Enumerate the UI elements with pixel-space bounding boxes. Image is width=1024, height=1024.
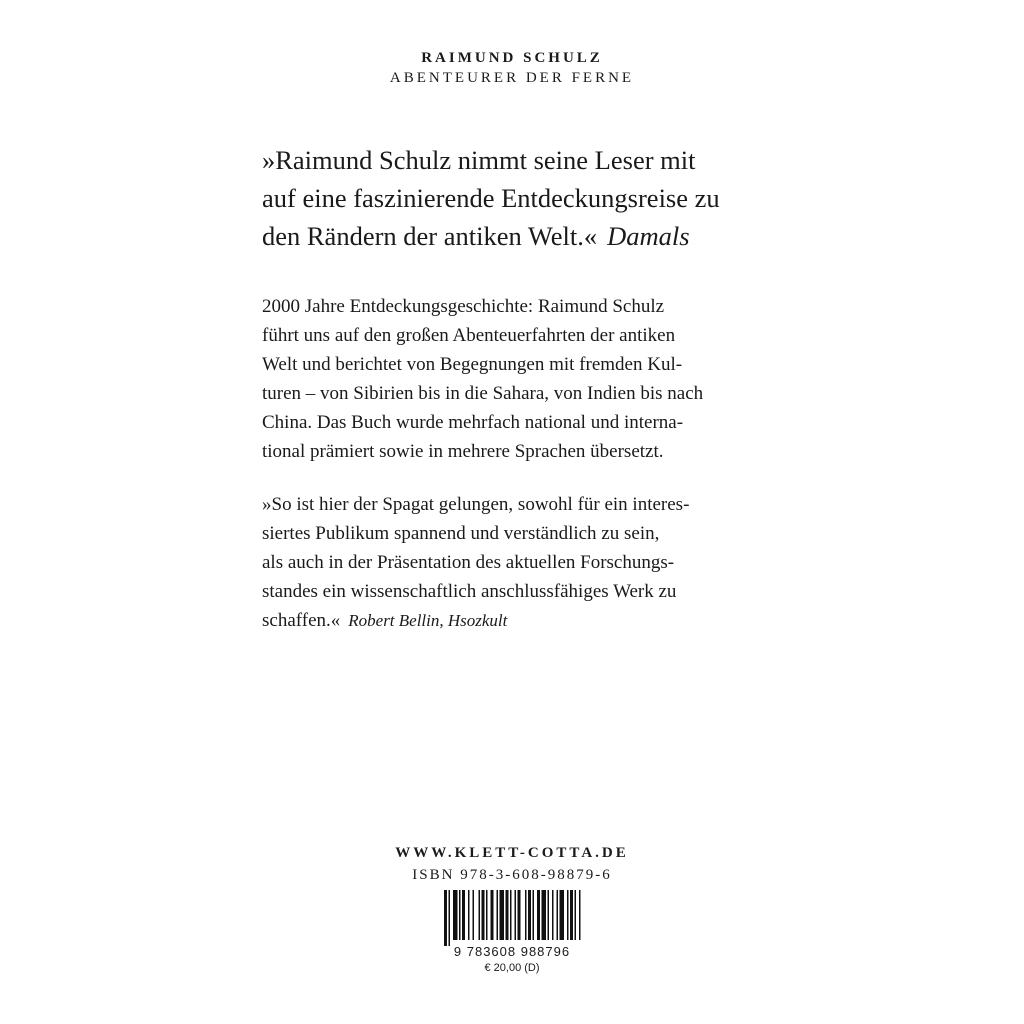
barcode-bar xyxy=(525,890,527,940)
review-line: standes ein wissenschaftlich anschlussfähiges Werk zu xyxy=(262,581,677,602)
review-line: als auch in der Präsentation des aktuellen Forschungs- xyxy=(262,552,675,573)
barcode-bar xyxy=(557,890,559,940)
blurb-line: China. Das Buch wurde mehrfach national und interna- xyxy=(262,412,684,433)
barcode-bar xyxy=(491,890,494,940)
author-name: RAIMUND SCHULZ xyxy=(421,50,603,66)
book-blurb xyxy=(262,292,782,466)
isbn-number: ISBN 978-3-608-98879-6 xyxy=(412,867,612,883)
barcode-bar xyxy=(567,890,569,940)
review-source: Robert Bellin, Hsozkult xyxy=(348,611,508,630)
barcode-bar xyxy=(533,890,535,940)
review-line: schaffen.« xyxy=(262,610,341,631)
barcode-bar xyxy=(537,890,540,940)
blurb-line: turen – von Sibirien bis in die Sahara, von Indien bis nach xyxy=(262,383,704,404)
barcode-bar xyxy=(479,890,481,940)
review-line: siertes Publikum spannend und verständlich zu sein, xyxy=(262,523,660,544)
barcode-bar xyxy=(497,890,499,940)
blurb-line: 2000 Jahre Entdeckungsgeschichte: Raimund Schulz xyxy=(262,296,665,317)
barcode-bar xyxy=(528,890,531,940)
barcode-bar xyxy=(542,890,547,940)
review-quote xyxy=(262,490,782,635)
lead-quote-line: auf eine faszinierende Entdeckungsreise zu xyxy=(262,183,720,213)
barcode-digits: 9 783608 988796 xyxy=(453,944,571,959)
barcode-bar xyxy=(462,890,465,940)
barcode-bar xyxy=(468,890,470,940)
barcode-bar xyxy=(560,890,565,940)
lead-quote xyxy=(262,141,782,255)
barcode-bars xyxy=(434,888,590,946)
barcode-bar xyxy=(482,890,485,940)
cover-footer xyxy=(0,842,1024,886)
barcode-bar xyxy=(510,890,512,940)
lead-quote-last-line xyxy=(262,217,782,255)
blurb-line: führt uns auf den großen Abenteuerfahrten der antiken xyxy=(262,325,676,346)
blurb-line: Welt und berichtet von Begegnungen mit fremden Kul- xyxy=(262,354,683,375)
barcode-bar xyxy=(575,890,577,940)
barcode-bar xyxy=(552,890,554,940)
barcode-bar xyxy=(444,890,447,946)
cover-header xyxy=(0,48,1024,88)
publisher-website: WWW.KLETT-COTTA.DE xyxy=(395,845,629,861)
barcode-bar xyxy=(515,890,517,940)
lead-quote-line: den Rändern der antiken Welt.« xyxy=(262,221,598,251)
barcode-bar xyxy=(449,890,451,946)
blurb-line: tional prämiert sowie in mehrere Sprachen übersetzt. xyxy=(262,441,664,462)
review-last-line xyxy=(262,606,782,635)
barcode-bar xyxy=(579,890,581,940)
barcode-bar xyxy=(486,890,488,940)
barcode-bar xyxy=(459,890,461,940)
review-line: »So ist hier der Spagat gelungen, sowohl für ein interes- xyxy=(262,494,690,515)
lead-quote-source: Damals xyxy=(607,221,690,251)
barcode-bar xyxy=(500,890,505,940)
book-title: ABENTEURER DER FERNE xyxy=(389,70,635,86)
barcode-bar xyxy=(518,890,521,940)
lead-quote-line: »Raimund Schulz nimmt seine Leser mit xyxy=(262,145,696,175)
price-label: € 20,00 (D) xyxy=(484,962,540,974)
barcode-bar xyxy=(548,890,550,940)
barcode-bar xyxy=(506,890,509,940)
barcode-bar xyxy=(473,890,475,940)
barcode-bar xyxy=(570,890,573,940)
barcode-bar xyxy=(453,890,458,940)
